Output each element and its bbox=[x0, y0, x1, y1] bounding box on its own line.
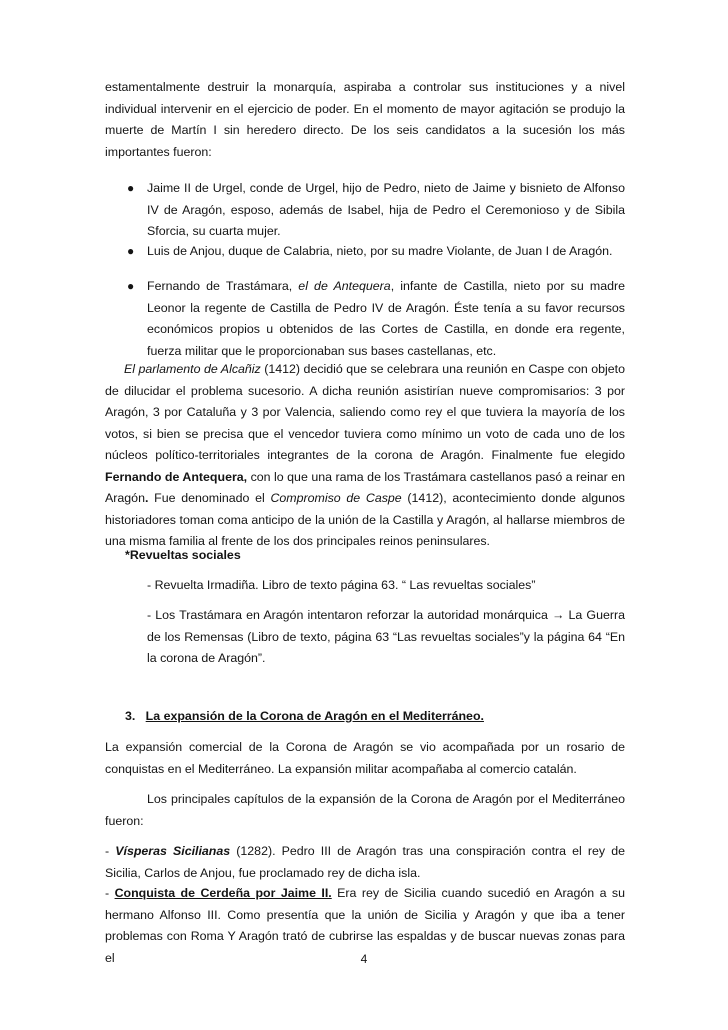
revueltas-item-2 bbox=[147, 605, 625, 670]
bullet-icon: ● bbox=[127, 244, 135, 258]
candidate-description: , infante de Castilla, nieto por su madre Leonor la regente de Castilla de Pedro IV de Aragón. Éste tenía a su favor recursos económicos propios u obtenidos de las Cortes de Castilla, en donde era regente, fuerza militar que le proporcionaban sus bases castellanas, etc. bbox=[147, 279, 626, 358]
parlamento-title: El parlamento de Alcañiz bbox=[124, 362, 261, 376]
visperas-title: Vísperas Sicilianas bbox=[115, 844, 231, 858]
revueltas-item-2-text-b: La Guerra de los Remensas (Libro de texto, página 63 “Las revueltas sociales”y la página 64 “En la corona de Aragón”. bbox=[147, 608, 625, 665]
visperas-dash: - bbox=[105, 844, 116, 858]
cerdena-text: Era rey de Sicilia cuando sucedió en Aragón a su hermano Alfonso III. Como presentía que la unión de Sicilia y Aragón y que iba a tener problemas con Roma Y Aragón trató de cubrirse las espaldas y de buscar nuevas zonas para el bbox=[105, 886, 626, 965]
section-3-heading bbox=[125, 706, 625, 728]
section-title: La expansión de la Corona de Aragón en el Mediterráneo. bbox=[145, 709, 484, 723]
caspe-paragraph bbox=[105, 359, 625, 553]
revueltas-item-2-text-a: - Los Trastámara en Aragón intentaron reforzar la autoridad monárquica bbox=[147, 608, 552, 622]
arrow-right-icon: → bbox=[552, 608, 565, 622]
caspe-dot: . bbox=[144, 491, 149, 505]
capitulos-paragraph: Los principales capítulos de la expansión de la Corona de Aragón por el Mediterráneo fueron: bbox=[105, 792, 625, 828]
section-number: 3. bbox=[125, 709, 136, 723]
list-item-text: Jaime II de Urgel, conde de Urgel, hijo de Pedro, nieto de Jaime y bisnieto de Alfonso IV de Aragón, esposo, además de Isabel, hija de Pedro el Ceremonioso y de Sibila Sforcia, su cuarta mujer. bbox=[147, 181, 625, 238]
intro-paragraph: estamentalmente destruir la monarquía, aspiraba a controlar sus instituciones y a nivel individual intervenir en el ejercicio de poder. En el momento de mayor agitación se produjo la muerte de Martín I sin heredero directo. De los seis candidatos a la sucesión los más importantes fueron: bbox=[105, 80, 625, 159]
caspe-text-1: (1412) decidió que se celebrara una reunión en Caspe con objeto de dilucidar el problema sucesorio. A dicha reunión asistirían nueve compromisarios: 3 por Aragón, 3 por Cataluña y 3 por Valencia, saliendo como rey el que tuviera la mayoría de los votos, si bien se precisa que el vencedor tuviera como mínimo un voto de cada uno de los núcleos político-territoriales integrantes de la corona de Aragón. Finalmente fue elegido bbox=[105, 362, 625, 462]
visperas-paragraph bbox=[105, 841, 625, 884]
revueltas-item-1: - Revuelta Irmadiña. Libro de texto página 63. “ Las revueltas sociales” bbox=[147, 578, 536, 592]
revueltas-heading: *Revueltas sociales bbox=[125, 548, 241, 562]
candidate-name: Fernando de Trastámara, bbox=[147, 279, 299, 293]
caspe-text-2: con lo que una rama de los Trastámara castellanos pasó a reinar en Aragón bbox=[105, 469, 625, 505]
cerdena-dash: - bbox=[105, 886, 115, 900]
caspe-text-3: Fue denominado el bbox=[148, 491, 271, 505]
visperas-text: (1282). Pedro III de Aragón tras una conspiración contra el rey de Sicilia, Carlos de Anjou, fue proclamado rey de dicha isla. bbox=[105, 844, 626, 880]
expansion-paragraph: La expansión comercial de la Corona de Aragón se vio acompañada por un rosario de conquistas en el Mediterráneo. La expansión militar acompañaba al comercio catalán. bbox=[105, 740, 625, 776]
bullet-icon: ● bbox=[127, 279, 135, 293]
list-item-text bbox=[147, 276, 625, 362]
compromiso-title: Compromiso de Caspe bbox=[270, 491, 402, 505]
king-name: Fernando de Antequera, bbox=[105, 469, 248, 484]
candidate-epithet: el de Antequera bbox=[298, 279, 391, 293]
cerdena-title: Conquista de Cerdeña por Jaime II. bbox=[114, 886, 332, 900]
bullet-icon: ● bbox=[127, 181, 135, 195]
list-item-text: Luis de Anjou, duque de Calabria, nieto, por su madre Violante, de Juan I de Aragón. bbox=[147, 244, 613, 258]
page-number: 4 bbox=[360, 952, 368, 966]
caspe-text-4: (1412), acontecimiento donde algunos historiadores toman coma anticipo de la unión de la Castilla y Aragón, al hallarse miembros de una misma familia al frente de los dos principales reinos peninsulares. bbox=[105, 491, 625, 548]
